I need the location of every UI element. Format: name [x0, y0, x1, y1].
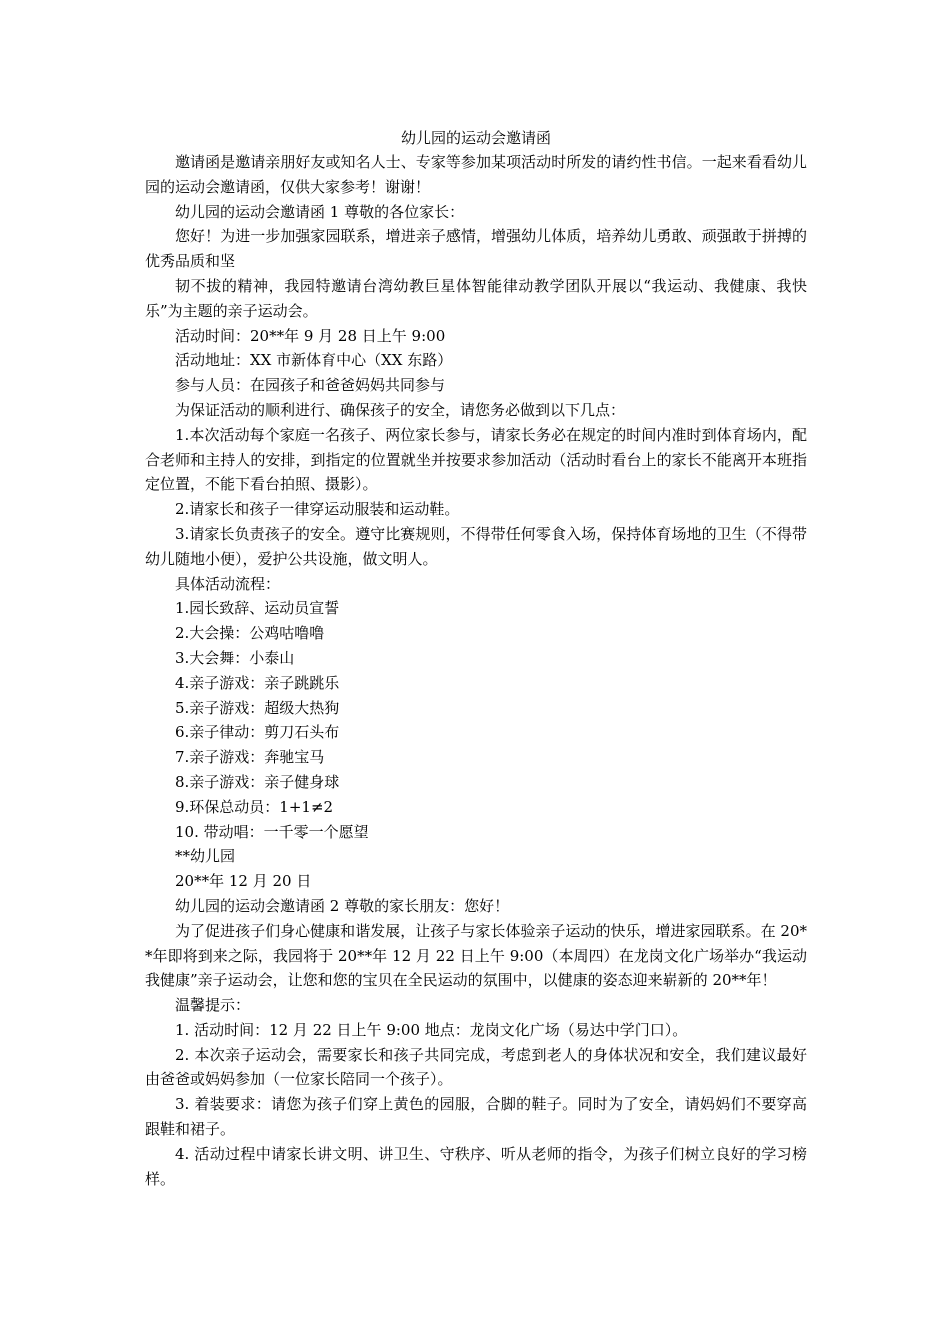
signature-organization: **幼儿园 — [175, 847, 236, 866]
list-item: 8.亲子游戏：亲子健身球 — [175, 772, 340, 791]
signature-date: 20**年 12 月 20 日 — [175, 872, 312, 891]
paragraph-intro: 邀请函是邀请亲朋好友或知名人士、专家等参加某项活动时所发的请约性书信。一起来看看幼儿园的运动会邀请函，仅供大家参考！谢谢！ — [145, 153, 807, 196]
paragraph-event-location: 活动地址：XX 市新体育中心（XX 东路） — [175, 351, 453, 370]
paragraph-letter2-salutation: 幼儿园的运动会邀请函 2 尊敬的家长朋友：您好！ — [175, 896, 510, 915]
paragraph-letter1-salutation: 幼儿园的运动会邀请函 1 尊敬的各位家长： — [175, 202, 465, 221]
list-item: 3. 着装要求：请您为孩子们穿上黄色的园服，合脚的鞋子。同时为了安全，请妈妈们不要穿高跟鞋和裙子。 — [145, 1095, 807, 1139]
document-page — [145, 126, 807, 1191]
list-item: 10. 带动唱：一千零一个愿望 — [175, 822, 369, 841]
list-item: 2.大会操：公鸡咕噜噜 — [175, 624, 325, 643]
paragraph-participants: 参与人员：在园孩子和爸爸妈妈共同参与 — [175, 376, 446, 395]
paragraph: 为保证活动的顺利进行、确保孩子的安全，请您务必做到以下几点： — [175, 400, 626, 419]
paragraph: 您好！为进一步加强家园联系，增进亲子感情，增强幼儿体质，培养幼儿勇敢、顽强敢于拼搏的优秀品质和坚 — [145, 227, 807, 271]
document-title: 幼儿园的运动会邀请函 — [400, 129, 551, 147]
list-item: 3.大会舞：小泰山 — [175, 648, 295, 667]
paragraph-event-time: 活动时间：20**年 9 月 28 日上午 9:00 — [175, 326, 446, 345]
list-item: 5.亲子游戏：超级大热狗 — [175, 698, 340, 717]
paragraph-tips-heading: 温馨提示： — [175, 996, 251, 1015]
list-item: 1.本次活动每个家庭一名孩子、两位家长参与，请家长务必在规定的时间内准时到体育场内，配合老师和主持人的安排，到指定的位置就坐并按要求参加活动（活动时看台上的家长不能离开本班指定位置，不能下看台拍照、摄影）。 — [145, 425, 807, 494]
list-item: 1. 活动时间：12 月 22 日上午 9:00 地点：龙岗文化广场（易达中学门口）。 — [175, 1020, 688, 1039]
document-body — [145, 150, 807, 1191]
list-item: 7.亲子游戏：奔驰宝马 — [175, 748, 325, 767]
list-item: 2.请家长和孩子一律穿运动服装和运动鞋。 — [175, 500, 460, 519]
paragraph: 为了促进孩子们身心健康和谐发展，让孩子与家长体验亲子运动的快乐，增进家园联系。在 20**年即将到来之际，我园将于 20**年 12 月 22 日上午 9:00（本周四）在龙岗文化广场举办“我运动我健康”亲子运动会，让您和您的宝贝在全民运动的氛围中，以健康的姿态迎来崭新的 20**年！ — [145, 921, 807, 990]
list-item: 4.亲子游戏：亲子跳跳乐 — [175, 673, 340, 692]
list-item: 6.亲子律动：剪刀石头布 — [175, 723, 340, 742]
list-item: 4. 活动过程中请家长讲文明、讲卫生、守秩序、听从老师的指令，为孩子们树立良好的学习榜样。 — [145, 1144, 807, 1188]
paragraph: 韧不拔的精神，我园特邀请台湾幼教巨星体智能律动教学团队开展以“我运动、我健康、我快乐”为主题的亲子运动会。 — [145, 276, 807, 320]
paragraph-schedule-heading: 具体活动流程： — [175, 574, 281, 593]
list-item: 2. 本次亲子运动会，需要家长和孩子共同完成，考虑到老人的身体状况和安全，我们建议最好由爸爸或妈妈参加（一位家长陪同一个孩子）。 — [145, 1045, 807, 1089]
list-item: 1.园长致辞、运动员宣誓 — [175, 599, 340, 618]
list-item: 3.请家长负责孩子的安全。遵守比赛规则，不得带任何零食入场，保持体育场地的卫生（不得带幼儿随地小便），爱护公共设施，做文明人。 — [145, 524, 807, 568]
list-item: 9.环保总动员：1+1≠2 — [175, 797, 334, 816]
